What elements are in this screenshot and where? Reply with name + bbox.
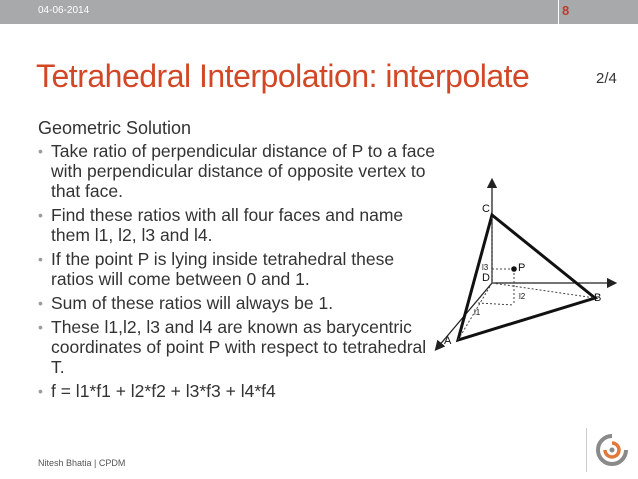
bullet-item: • These l1,l2, l3 and l4 are known as barycentric coordinates of point P with respect to tetrahedral T. (38, 317, 438, 377)
distance-label-l1: l1 (474, 308, 481, 317)
bullet-item: • Find these ratios with all four faces and name them l1, l2, l3 and l4. (38, 205, 438, 245)
header-bar (0, 0, 638, 24)
vertex-label-b: B (594, 292, 602, 304)
point-label-p: P (518, 262, 526, 274)
vertex-label-d: D (482, 272, 490, 284)
page-number: 8 (562, 3, 570, 18)
bullet-item: • Take ratio of perpendicular distance of P to a face with perpendicular distance of opposite vertex to that face. (38, 141, 438, 201)
footer-text: Nitesh Bhatia | CPDM (38, 458, 126, 468)
header-divider (558, 0, 559, 24)
distance-label-l2: l2 (519, 292, 526, 301)
tetrahedron-diagram (430, 175, 620, 355)
tetrahedron-outline (458, 215, 595, 340)
bullet-item: • f = l1*f1 + l2*f2 + l3*f3 + l4*f4 (38, 381, 438, 401)
vertex-label-a: A (444, 335, 452, 347)
bullet-item: • Sum of these ratios will always be 1. (38, 293, 438, 313)
slide-count: 2/4 (596, 70, 617, 87)
logo-icon (594, 432, 630, 468)
point-p-dot (511, 266, 517, 272)
vertex-label-c: C (482, 203, 490, 215)
header-date: 04-06-2014 (38, 5, 90, 16)
dotted-line (478, 303, 514, 305)
slide-title: Tetrahedral Interpolation: interpolate (36, 58, 530, 94)
distance-label-l3: l3 (482, 263, 489, 272)
bullet-item: • If the point P is lying inside tetrahedral these ratios will come between 0 and 1. (38, 249, 438, 289)
footer-divider (586, 428, 587, 472)
bullet-list (38, 141, 438, 405)
subheading: Geometric Solution (38, 118, 192, 138)
